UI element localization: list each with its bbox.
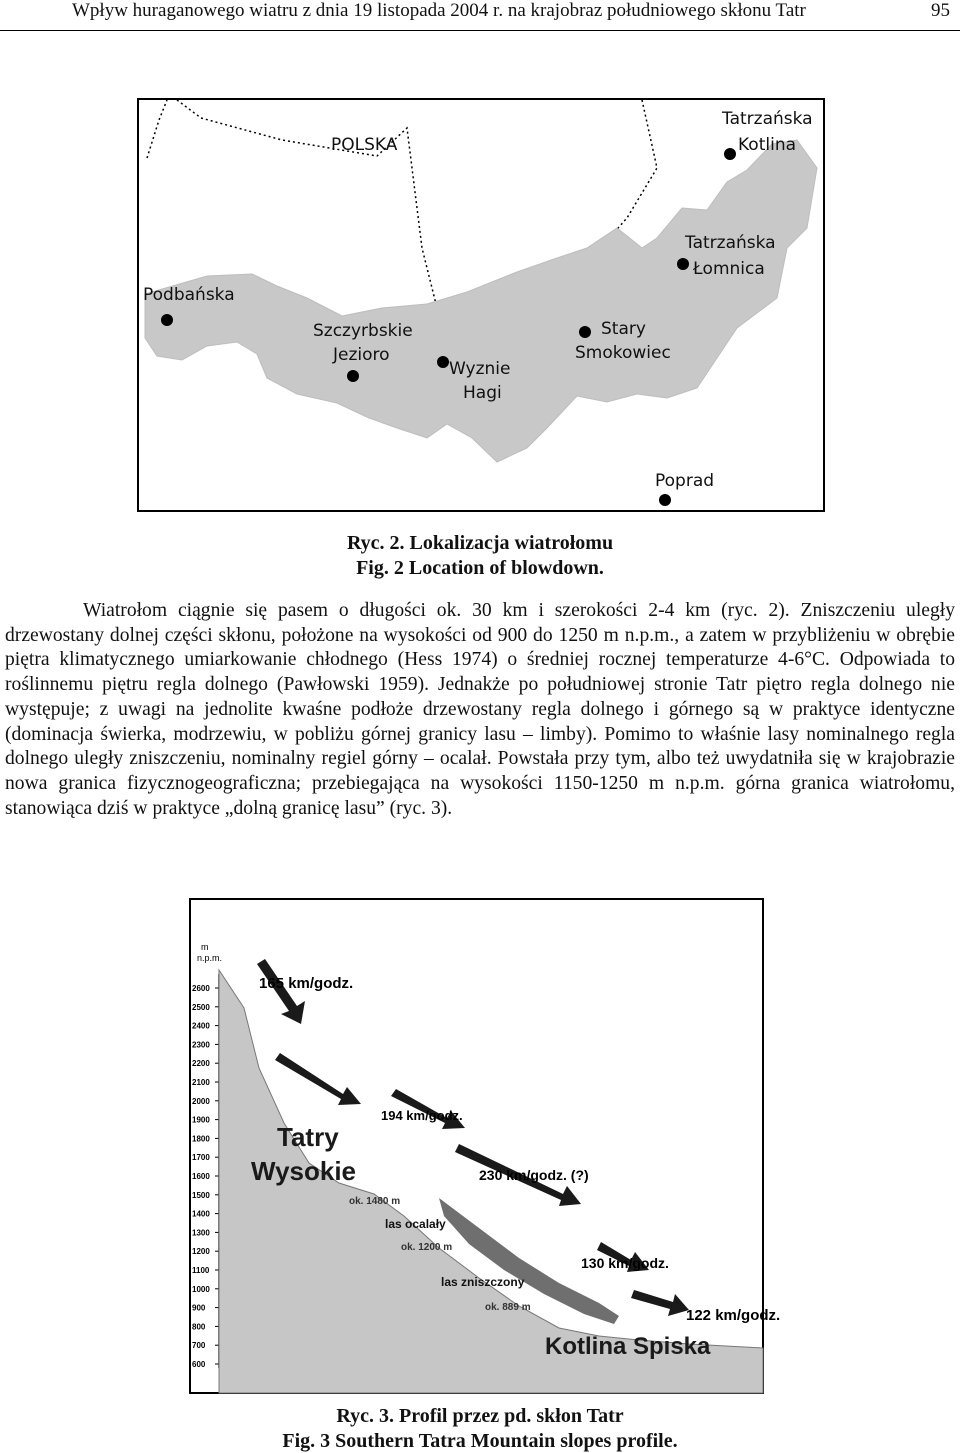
running-header (0, 0, 960, 31)
region-label-kotlina-spiska: Kotlina Spiska (545, 1333, 711, 1360)
elevation-tick-label: 2200 (192, 1059, 210, 1069)
elevation-tick-label: 2100 (192, 1078, 210, 1087)
body-text (5, 599, 955, 821)
elevation-tick-label: 800 (192, 1322, 206, 1332)
elevation-tick-label: 600 (192, 1360, 206, 1369)
map-label-tatrzanska-lomnica-2: Łomnica (693, 259, 765, 279)
wind-speed-130: 130 km/godz. (581, 1255, 669, 1271)
elevation-tick-label: 1900 (192, 1115, 210, 1125)
elevation-tick-label: 1700 (192, 1153, 210, 1163)
marker-poprad (659, 494, 671, 506)
elevation-tick-label: 2400 (192, 1021, 210, 1031)
wind-speed-122: 122 km/godz. (686, 1307, 781, 1324)
map-label-stary-smokowiec-1: Stary (601, 319, 646, 339)
slope-profile-figure (189, 898, 781, 1394)
map-label-tatrzanska-lomnica-1: Tatrzańska (685, 233, 776, 253)
wind-speed-194: 194 km/godz. (381, 1108, 463, 1123)
region-label-tatry: Tatry (277, 1122, 339, 1152)
map-label-szczyrbskie-jezioro-2: Jezioro (333, 345, 390, 365)
location-map (137, 98, 825, 512)
label-upper-limit: ok. 1480 m (349, 1196, 401, 1207)
elevation-tick-label: 1000 (192, 1284, 210, 1294)
label-lower-limit: ok. 889 m (485, 1302, 531, 1313)
wind-speed-230: 230 km/godz. (?) (479, 1167, 589, 1183)
map-label-tatrzanska-kotlina-2: Kotlina (738, 135, 797, 155)
wind-speed-165: 165 km/godz. (259, 975, 354, 992)
map-label-poprad: Poprad (655, 471, 715, 491)
region-label-wysokie: Wysokie (251, 1156, 357, 1186)
page-number: 95 (931, 0, 950, 21)
elevation-tick-label: 700 (192, 1341, 206, 1351)
label-blowdown-limit: ok. 1200 m (401, 1242, 453, 1253)
elevation-tick-label: 2300 (192, 1040, 210, 1050)
map-label-wyznie-hagi-1: Wyznie (449, 359, 511, 379)
elevation-tick-label: 2000 (192, 1096, 210, 1106)
paragraph: Wiatrołom ciągnie się pasem o długości ok. 30 km i szerokości 2-4 km (ryc. 2). Zniszczeniu uległy drzewostany dolnej części skłonu, położone na wysokości od 900 do 1250 m n.p.m., a zatem w przybliżeniu w obrębie piętra klimatycznego umiarkowanie chłodnego (Hess 1974) o średniej rocznej temperaturze 4-6°C. Odpowiada to roślinnemu piętru regla dolnego (Pawłowski 1959). Jednakże po południowej stronie Tatr piętro regla dolnego nie występuje; z uwagi na jednolite kwaśne podłoże drzewostany regla dolnego i górnego są w praktyce identyczne (dominacja świerka, modrzewiu, w pobliżu górnej granicy lasu – limby). Pomimo to właśnie lasy nominalnego regla dolnego uległy zniszczeniu, nominalny regiel górny – ocalał. Powstała przy tym, albo też uwydatniła się w krajobrazie nowa granica fizycznogeograficzna; przebiegająca na wysokości 1150-1250 m n.p.m. górna granica wiatrołomu, stanowiąca dziś w praktyce „dolną granicę lasu” (ryc. 3). (5, 600, 955, 819)
label-forest-survived: las ocalały (385, 1217, 446, 1231)
label-forest-destroyed: las zniszczony (441, 1275, 525, 1289)
map-label-podbanska: Podbańska (143, 285, 235, 305)
elevation-tick-label: 1600 (192, 1172, 210, 1181)
marker-tatrzanska-lomnica (677, 258, 689, 270)
marker-podbanska (161, 314, 173, 326)
elevation-tick-label: 1500 (192, 1190, 210, 1200)
marker-stary-smokowiec (579, 326, 591, 338)
elevation-tick-label: 1800 (192, 1134, 210, 1144)
elevation-tick-label: 1400 (192, 1209, 210, 1219)
elevation-tick-label: 1300 (192, 1228, 210, 1238)
figure-2-caption-pl: Ryc. 2. Lokalizacja wiatrołomu (346, 532, 614, 554)
figure-2-caption-en: Fig. 2 Location of blowdown. (356, 557, 604, 579)
elevation-tick-label: 1200 (192, 1247, 210, 1257)
elevation-tick-label: 2500 (192, 1002, 210, 1012)
axis-unit-npm: n.p.m. (197, 953, 223, 963)
map-label-stary-smokowiec-2: Smokowiec (575, 343, 671, 363)
map-label-szczyrbskie-jezioro-1: Szczyrbskie (313, 321, 413, 341)
map-label-tatrzanska-kotlina-1: Tatrzańska (722, 109, 813, 129)
figure-3-caption-pl: Ryc. 3. Profil przez pd. skłon Tatr (336, 1405, 624, 1427)
map-label-wyznie-hagi-2: Hagi (463, 383, 502, 403)
figure-3-caption-en: Fig. 3 Southern Tatra Mountain slopes profile. (282, 1430, 678, 1452)
elevation-tick-label: 1100 (192, 1266, 210, 1275)
header-title: Wpływ huraganowego wiatru z dnia 19 listopada 2004 r. na krajobraz południowego skłonu Tatr (72, 0, 806, 21)
elevation-tick-label: 2600 (192, 984, 210, 993)
axis-unit-m: m (201, 942, 209, 952)
map-label-polska: POLSKA (331, 135, 398, 155)
marker-tatrzanska-kotlina (724, 148, 736, 160)
elevation-tick-label: 900 (192, 1303, 206, 1313)
marker-szczyrbskie-jezioro (347, 370, 359, 382)
marker-wyznie-hagi (437, 356, 449, 368)
